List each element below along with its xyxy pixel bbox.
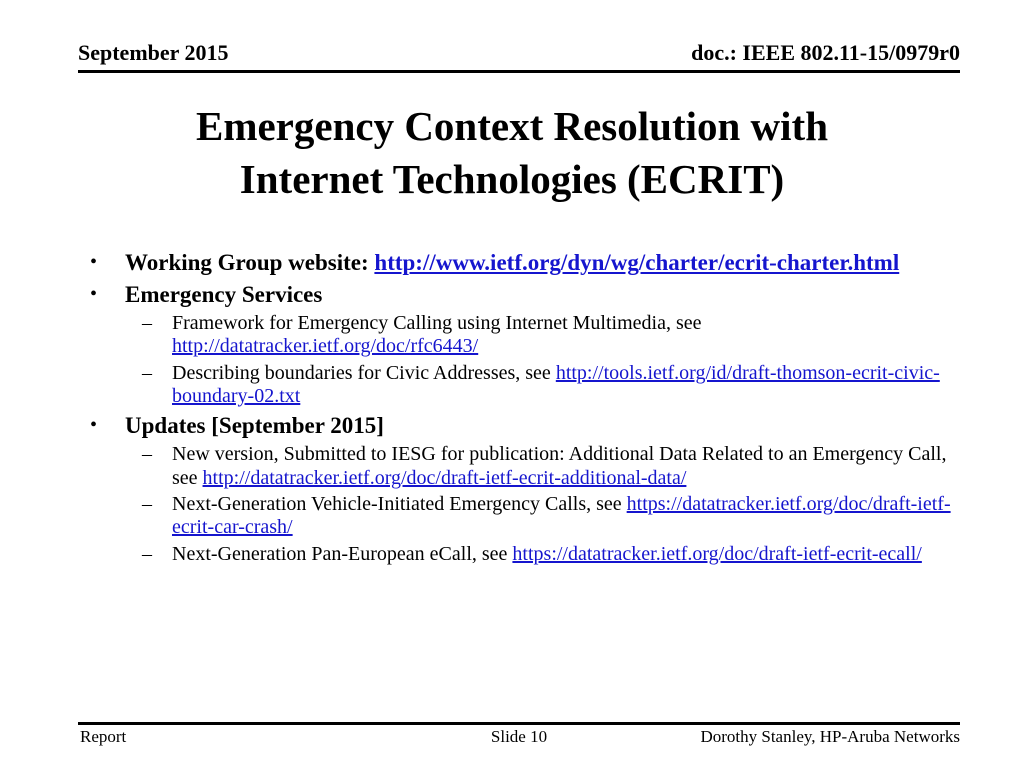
slide-title-line-2: Internet Technologies (ECRIT) bbox=[239, 156, 785, 203]
bullet-working-group-website bbox=[80, 249, 962, 278]
bullet-text: Working Group website: bbox=[125, 250, 375, 275]
footer-author: Dorothy Stanley, HP-Aruba Networks bbox=[700, 727, 960, 746]
sub-bullet-framework-emergency-calling bbox=[80, 312, 962, 359]
bullet-dot-icon: • bbox=[90, 251, 98, 273]
sub-bullet-text: Describing boundaries for Civic Addresses, see bbox=[172, 361, 556, 384]
slide-body bbox=[80, 246, 962, 569]
sub-bullet-text: Next-Generation Vehicle-Initiated Emergency Calls, see bbox=[172, 492, 627, 515]
footer-slide-number: Slide 10 bbox=[490, 727, 548, 746]
footer-report-label: Report bbox=[80, 727, 127, 746]
dash-icon: – bbox=[142, 542, 152, 565]
car-crash-draft-link[interactable]: https://datatracker.ietf.org/doc/draft-ietf-ecrit-car-crash/ bbox=[172, 492, 951, 539]
bullet-updates bbox=[80, 412, 962, 441]
dash-icon: – bbox=[142, 492, 152, 515]
civic-boundary-draft-link[interactable]: http://tools.ietf.org/id/draft-thomson-ecrit-civic-boundary-02.txt bbox=[172, 361, 940, 408]
sub-bullet-pan-european-ecall bbox=[80, 543, 962, 566]
footer-divider bbox=[78, 722, 960, 725]
dash-icon: – bbox=[142, 312, 152, 335]
dash-icon: – bbox=[142, 361, 152, 384]
bullet-text: Emergency Services bbox=[125, 281, 323, 307]
header-doc-number: doc.: IEEE 802.11-15/0979r0 bbox=[691, 40, 960, 65]
sub-bullet-civic-addresses bbox=[80, 362, 962, 409]
bullet-dot-icon: • bbox=[90, 282, 98, 305]
sub-bullet-additional-data bbox=[80, 443, 962, 490]
bullet-emergency-services bbox=[80, 281, 962, 310]
rfc6443-link[interactable]: http://datatracker.ietf.org/doc/rfc6443/ bbox=[172, 335, 479, 358]
working-group-charter-link[interactable]: http://www.ietf.org/dyn/wg/charter/ecrit-charter.html bbox=[374, 250, 900, 275]
sub-bullet-text: New version, Submitted to IESG for publication: Additional Data Related to an Emergency Call, see bbox=[172, 443, 947, 489]
additional-data-draft-link[interactable]: http://datatracker.ietf.org/doc/draft-ietf-ecrit-additional-data/ bbox=[202, 466, 687, 489]
dash-icon: – bbox=[142, 443, 152, 466]
slide-title-line-1: Emergency Context Resolution with bbox=[195, 103, 829, 149]
sub-bullet-text: Next-Generation Pan-European eCall, see bbox=[172, 542, 513, 565]
header-date: September 2015 bbox=[78, 40, 229, 65]
sub-bullet-vehicle-initiated-calls bbox=[80, 493, 962, 540]
sub-bullet-text: Framework for Emergency Calling using Internet Multimedia, see bbox=[172, 312, 702, 335]
bullet-text: Updates [September 2015] bbox=[125, 412, 384, 438]
slide-header bbox=[78, 40, 960, 66]
ecall-draft-link[interactable]: https://datatracker.ietf.org/doc/draft-ietf-ecrit-ecall/ bbox=[512, 542, 922, 565]
slide-title bbox=[80, 100, 944, 207]
bullet-dot-icon: • bbox=[90, 413, 98, 436]
header-divider bbox=[78, 70, 960, 73]
